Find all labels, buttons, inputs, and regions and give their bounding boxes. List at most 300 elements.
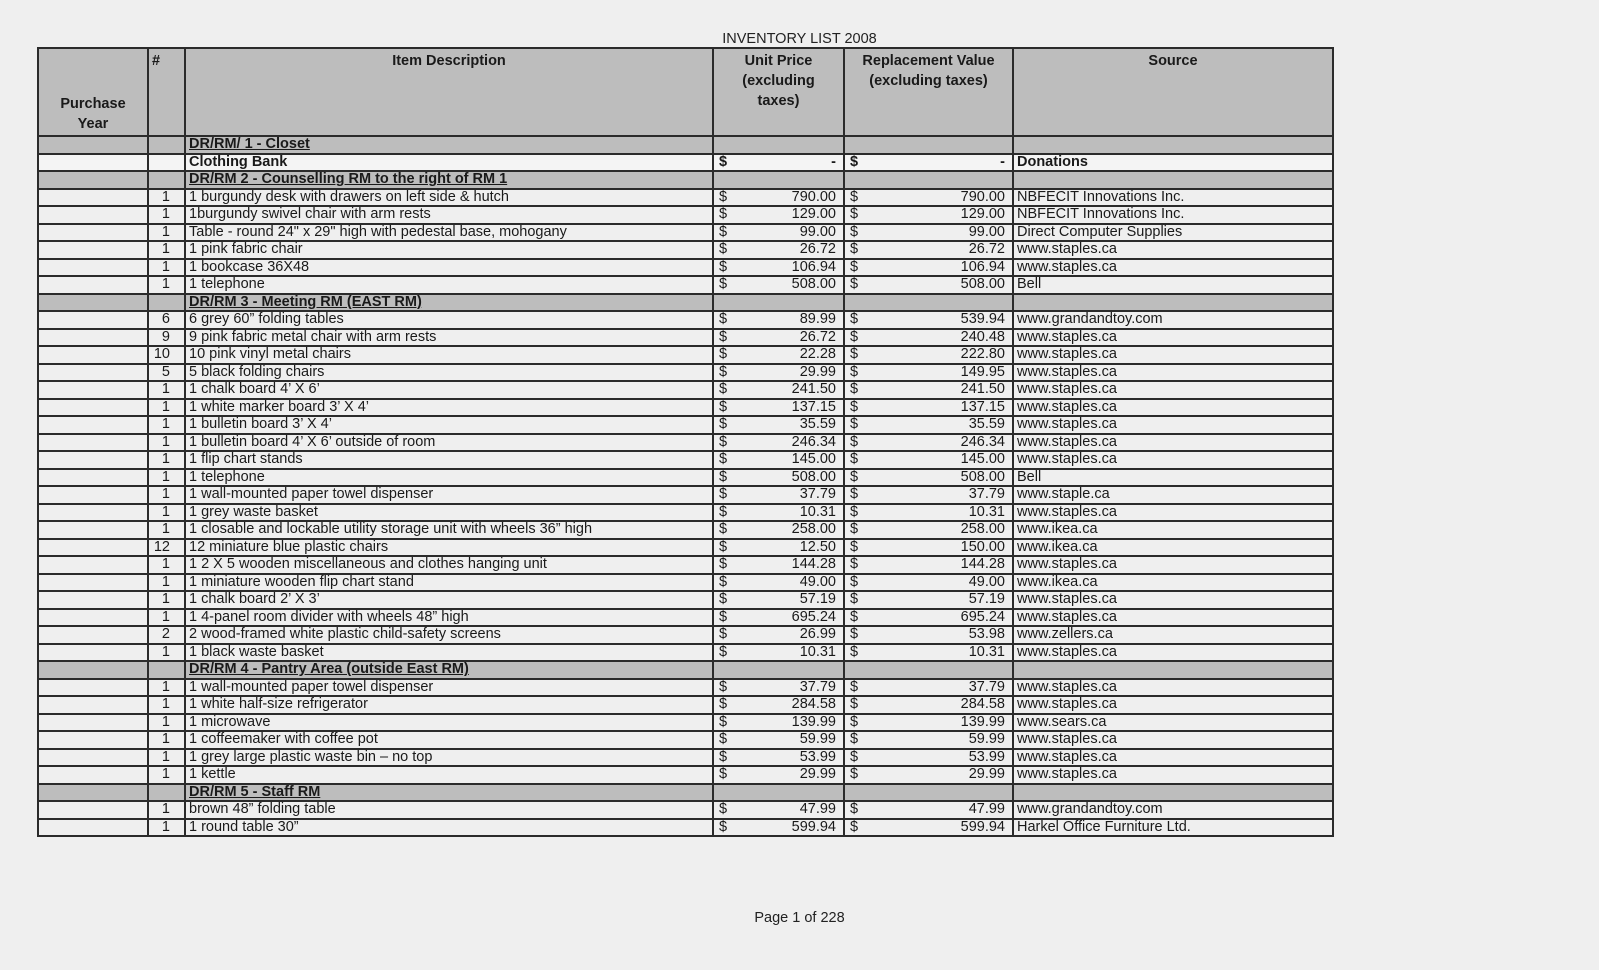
table-row: [38, 714, 1333, 732]
currency-symbol: $: [850, 468, 859, 485]
currency-symbol: $: [850, 591, 859, 607]
currency-symbol: $: [850, 713, 859, 730]
table-row: [38, 521, 1333, 539]
qty-cell: 1: [148, 206, 185, 224]
table-row: [38, 819, 1333, 837]
purchase-year-cell: [38, 486, 148, 504]
section-row: [38, 136, 1333, 154]
table-row: [38, 329, 1333, 347]
purchase-year-cell: [38, 731, 148, 749]
qty-cell: 1: [148, 644, 185, 662]
source-cell: www.ikea.ca: [1013, 574, 1333, 592]
unit-price-cell: [713, 434, 844, 452]
unit-price-value: 284.58: [791, 696, 836, 713]
currency-symbol: $: [719, 363, 728, 380]
table-row: [38, 696, 1333, 714]
table-row: [38, 731, 1333, 749]
source-cell: www.staples.ca: [1013, 556, 1333, 574]
unit-price-cell: [713, 329, 844, 347]
table-row: [38, 416, 1333, 434]
unit-price-cell: [713, 556, 844, 574]
replacement-value-cell: [844, 539, 1013, 557]
replacement-value-value: 508.00: [960, 276, 1005, 293]
unit-price-value: 37.79: [799, 678, 836, 695]
unit-price-cell: [713, 574, 844, 592]
source-cell: NBFECIT Innovations Inc.: [1013, 189, 1333, 207]
item-description-cell: 1 wall-mounted paper towel dispenser: [185, 486, 713, 504]
section-row: [38, 294, 1333, 312]
section-title-cell: [185, 661, 713, 679]
table-row: [38, 539, 1333, 557]
header-item-description: Item Description: [185, 48, 713, 136]
item-description-cell: 1 chalk board 2’ X 3’: [185, 591, 713, 609]
replacement-value-value: 790.00: [960, 188, 1005, 205]
section-row: [38, 171, 1333, 189]
qty-cell: 1: [148, 416, 185, 434]
replacement-value-value: 284.58: [960, 696, 1005, 713]
replacement-value-cell: [844, 749, 1013, 767]
unit-price-value: 144.28: [791, 556, 836, 573]
unit-price-cell: [713, 714, 844, 732]
item-description-cell: 10 pink vinyl metal chairs: [185, 346, 713, 364]
purchase-year-cell: [38, 451, 148, 469]
currency-symbol: $: [719, 188, 728, 205]
currency-symbol: $: [850, 398, 859, 415]
qty-cell: 2: [148, 626, 185, 644]
qty-cell: 5: [148, 364, 185, 382]
currency-symbol: $: [719, 818, 728, 835]
table-row: [38, 259, 1333, 277]
currency-symbol: $: [850, 818, 859, 835]
table-row: [38, 609, 1333, 627]
table-row: [38, 486, 1333, 504]
source-cell: NBFECIT Innovations Inc.: [1013, 206, 1333, 224]
source-cell: www.grandandtoy.com: [1013, 311, 1333, 329]
replacement-value-value: 10.31: [968, 643, 1005, 660]
unit-price-value: 106.94: [791, 258, 836, 275]
currency-symbol: $: [850, 538, 859, 555]
unit-price-cell: [713, 801, 844, 819]
unit-price-value: 26.99: [799, 626, 836, 643]
replacement-value-cell: [844, 556, 1013, 574]
table-row: [38, 224, 1333, 242]
item-description-cell: 1 white marker board 3’ X 4’: [185, 399, 713, 417]
section-title-cell: [185, 171, 713, 189]
unit-price-value: 37.79: [799, 486, 836, 503]
replacement-value-value: 258.00: [960, 521, 1005, 538]
section-title: DR/RM 5 - Staff RM: [189, 783, 321, 800]
source-cell: www.staples.ca: [1013, 504, 1333, 522]
item-description-cell: 1 flip chart stands: [185, 451, 713, 469]
replacement-value-cell: [844, 381, 1013, 399]
purchase-year-cell: [38, 276, 148, 294]
unit-price-cell: [713, 626, 844, 644]
purchase-year-cell: [38, 346, 148, 364]
replacement-value-value: 37.79: [968, 486, 1005, 503]
replacement-value-cell: [844, 399, 1013, 417]
qty-cell: 1: [148, 381, 185, 399]
unit-price-value: 89.99: [799, 311, 836, 328]
purchase-year-cell: [38, 329, 148, 347]
unit-price-cell: [713, 679, 844, 697]
unit-price-cell: [713, 294, 844, 312]
currency-symbol: $: [850, 223, 859, 240]
unit-price-value: 53.99: [799, 748, 836, 765]
unit-price-cell: [713, 609, 844, 627]
inventory-table: [37, 47, 1334, 837]
replacement-value-value: 508.00: [960, 468, 1005, 485]
unit-price-value: 12.50: [799, 538, 836, 555]
unit-price-cell: [713, 819, 844, 837]
source-cell: www.staples.ca: [1013, 679, 1333, 697]
replacement-value-cell: [844, 486, 1013, 504]
table-row: [38, 469, 1333, 487]
currency-symbol: $: [719, 381, 728, 397]
qty-cell: [148, 136, 185, 154]
header-purchase-year: Purchase Year: [38, 48, 148, 136]
qty-cell: 1: [148, 591, 185, 609]
purchase-year-cell: [38, 784, 148, 802]
document-title: INVENTORY LIST 2008: [722, 31, 877, 47]
replacement-value-value: 49.00: [968, 573, 1005, 590]
replacement-value-cell: [844, 609, 1013, 627]
table-body: [38, 136, 1333, 836]
currency-symbol: $: [719, 433, 728, 450]
purchase-year-cell: [38, 311, 148, 329]
unit-price-value: 10.31: [799, 643, 836, 660]
replacement-value-value: 10.31: [968, 503, 1005, 520]
item-description-cell: 1 miniature wooden flip chart stand: [185, 574, 713, 592]
source-cell: Bell: [1013, 276, 1333, 294]
section-title: DR/RM/ 1 - Closet: [189, 136, 310, 153]
replacement-value-cell: [844, 224, 1013, 242]
source-cell: www.staples.ca: [1013, 451, 1333, 469]
replacement-value-value: 47.99: [968, 801, 1005, 818]
purchase-year-cell: [38, 241, 148, 259]
qty-cell: 1: [148, 731, 185, 749]
replacement-value-value: 29.99: [968, 766, 1005, 783]
currency-symbol: $: [719, 801, 728, 817]
unit-price-cell: [713, 469, 844, 487]
currency-symbol: $: [719, 643, 728, 660]
replacement-value-cell: [844, 451, 1013, 469]
table-row: [38, 399, 1333, 417]
purchase-year-cell: [38, 749, 148, 767]
qty-cell: 1: [148, 451, 185, 469]
item-description-cell: 1 4-panel room divider with wheels 48” high: [185, 609, 713, 627]
table-row: [38, 749, 1333, 767]
purchase-year-cell: [38, 801, 148, 819]
qty-cell: [148, 661, 185, 679]
purchase-year-cell: [38, 294, 148, 312]
purchase-year-cell: [38, 714, 148, 732]
unit-price-cell: [713, 224, 844, 242]
replacement-value-value: 59.99: [968, 731, 1005, 748]
purchase-year-cell: [38, 556, 148, 574]
currency-symbol: $: [850, 486, 859, 502]
qty-cell: 1: [148, 434, 185, 452]
header-number: #: [148, 48, 185, 136]
purchase-year-cell: [38, 819, 148, 837]
unit-price-cell: [713, 416, 844, 434]
item-description-cell: 1 grey large plastic waste bin – no top: [185, 749, 713, 767]
currency-symbol: $: [719, 626, 728, 642]
unit-price-cell: [713, 504, 844, 522]
item-description-cell: 1 telephone: [185, 276, 713, 294]
table-row: [38, 504, 1333, 522]
replacement-value-cell: [844, 276, 1013, 294]
qty-cell: 1: [148, 276, 185, 294]
purchase-year-cell: [38, 644, 148, 662]
unit-price-value: 790.00: [791, 188, 836, 205]
replacement-value-cell: [844, 241, 1013, 259]
purchase-year-cell: [38, 189, 148, 207]
currency-symbol: $: [850, 328, 859, 345]
item-description-cell: 1 wall-mounted paper towel dispenser: [185, 679, 713, 697]
replacement-value-cell: [844, 819, 1013, 837]
replacement-value-cell: [844, 469, 1013, 487]
table-row: [38, 381, 1333, 399]
qty-cell: 1: [148, 679, 185, 697]
source-cell: www.staples.ca: [1013, 749, 1333, 767]
page-indicator: Page 1 of 228: [754, 910, 845, 926]
source-cell: www.zellers.ca: [1013, 626, 1333, 644]
source-cell: www.staples.ca: [1013, 591, 1333, 609]
item-description-cell: 1 white half-size refrigerator: [185, 696, 713, 714]
table-row: [38, 679, 1333, 697]
purchase-year-cell: [38, 574, 148, 592]
replacement-value-cell: [844, 731, 1013, 749]
source-cell: www.ikea.ca: [1013, 521, 1333, 539]
source-cell: www.staples.ca: [1013, 696, 1333, 714]
replacement-value-value: 106.94: [960, 258, 1005, 275]
unit-price-value: 139.99: [791, 713, 836, 730]
purchase-year-cell: [38, 416, 148, 434]
qty-cell: 1: [148, 241, 185, 259]
item-description-cell: 2 wood-framed white plastic child-safety screens: [185, 626, 713, 644]
replacement-value-cell: [844, 714, 1013, 732]
qty-cell: 1: [148, 521, 185, 539]
replacement-value-value: -: [1000, 153, 1005, 170]
unit-price-value: 241.50: [791, 381, 836, 398]
currency-symbol: $: [719, 503, 728, 520]
qty-cell: [148, 154, 185, 172]
currency-symbol: $: [719, 608, 728, 625]
qty-cell: 1: [148, 224, 185, 242]
unit-price-cell: [713, 259, 844, 277]
currency-symbol: $: [719, 678, 728, 695]
qty-cell: [148, 171, 185, 189]
purchase-year-cell: [38, 364, 148, 382]
qty-cell: 9: [148, 329, 185, 347]
qty-cell: 1: [148, 486, 185, 504]
replacement-value-value: 246.34: [960, 433, 1005, 450]
replacement-value-cell: [844, 661, 1013, 679]
qty-cell: 1: [148, 801, 185, 819]
unit-price-value: 137.15: [791, 398, 836, 415]
qty-cell: 1: [148, 259, 185, 277]
currency-symbol: $: [850, 626, 859, 642]
unit-price-value: 29.99: [799, 766, 836, 783]
purchase-year-cell: [38, 469, 148, 487]
qty-cell: 1: [148, 696, 185, 714]
replacement-value-value: 37.79: [968, 678, 1005, 695]
item-description-cell: 1 closable and lockable utility storage unit with wheels 36” high: [185, 521, 713, 539]
unit-price-value: 26.72: [799, 328, 836, 345]
unit-price-value: 35.59: [799, 416, 836, 433]
currency-symbol: $: [850, 363, 859, 380]
currency-symbol: $: [850, 276, 859, 292]
source-cell: www.staples.ca: [1013, 644, 1333, 662]
unit-price-cell: [713, 521, 844, 539]
replacement-value-cell: [844, 679, 1013, 697]
section-title: DR/RM 2 - Counselling RM to the right of RM 1: [189, 171, 508, 188]
unit-price-cell: [713, 766, 844, 784]
unit-price-cell: [713, 451, 844, 469]
source-cell: [1013, 294, 1333, 312]
qty-cell: 1: [148, 399, 185, 417]
unit-price-value: 258.00: [791, 521, 836, 538]
unit-price-cell: [713, 136, 844, 154]
currency-symbol: $: [850, 731, 859, 747]
item-description-cell: 6 grey 60” folding tables: [185, 311, 713, 329]
source-cell: [1013, 661, 1333, 679]
replacement-value-cell: [844, 259, 1013, 277]
replacement-value-value: 35.59: [968, 416, 1005, 433]
source-cell: www.staples.ca: [1013, 399, 1333, 417]
currency-symbol: $: [719, 223, 728, 240]
qty-cell: 1: [148, 749, 185, 767]
unit-price-value: 508.00: [791, 468, 836, 485]
item-description-cell: Table - round 24" x 29" high with pedestal base, mohogany: [185, 224, 713, 242]
currency-symbol: $: [850, 153, 859, 170]
unit-price-value: 29.99: [799, 363, 836, 380]
currency-symbol: $: [850, 766, 859, 782]
currency-symbol: $: [850, 311, 859, 327]
unit-price-cell: [713, 206, 844, 224]
replacement-value-value: 149.95: [960, 363, 1005, 380]
purchase-year-cell: [38, 539, 148, 557]
item-description-cell: 1 kettle: [185, 766, 713, 784]
qty-cell: 6: [148, 311, 185, 329]
replacement-value-cell: [844, 591, 1013, 609]
currency-symbol: $: [719, 328, 728, 345]
qty-cell: [148, 784, 185, 802]
section-title-cell: [185, 784, 713, 802]
currency-symbol: $: [719, 241, 728, 257]
purchase-year-cell: [38, 521, 148, 539]
purchase-year-cell: [38, 136, 148, 154]
replacement-value-cell: [844, 801, 1013, 819]
replacement-value-value: 222.80: [960, 346, 1005, 363]
section-title-cell: [185, 136, 713, 154]
unit-price-cell: [713, 661, 844, 679]
unit-price-cell: [713, 241, 844, 259]
unit-price-cell: [713, 399, 844, 417]
source-cell: Donations: [1013, 154, 1333, 172]
table-row: [38, 766, 1333, 784]
replacement-value-value: 99.00: [968, 223, 1005, 240]
unit-price-value: 22.28: [799, 346, 836, 363]
qty-cell: 1: [148, 609, 185, 627]
replacement-value-value: 240.48: [960, 328, 1005, 345]
table-row: [38, 364, 1333, 382]
purchase-year-cell: [38, 609, 148, 627]
unit-price-cell: [713, 381, 844, 399]
currency-symbol: $: [719, 696, 728, 712]
table-row: [38, 276, 1333, 294]
replacement-value-value: 139.99: [960, 713, 1005, 730]
section-title: DR/RM 4 - Pantry Area (outside East RM): [189, 661, 469, 678]
unit-price-value: 599.94: [791, 818, 836, 835]
currency-symbol: $: [719, 153, 728, 170]
currency-symbol: $: [719, 398, 728, 415]
item-description-cell: 1 telephone: [185, 469, 713, 487]
table-row: [38, 644, 1333, 662]
replacement-value-value: 53.99: [968, 748, 1005, 765]
replacement-value-value: 241.50: [960, 381, 1005, 398]
replacement-value-cell: [844, 136, 1013, 154]
unit-price-value: 49.00: [799, 573, 836, 590]
source-cell: Direct Computer Supplies: [1013, 224, 1333, 242]
currency-symbol: $: [850, 678, 859, 695]
purchase-year-cell: [38, 434, 148, 452]
currency-symbol: $: [719, 276, 728, 292]
unit-price-cell: [713, 189, 844, 207]
unit-price-value: 246.34: [791, 433, 836, 450]
unit-price-cell: [713, 364, 844, 382]
currency-symbol: $: [850, 188, 859, 205]
item-description-cell: 1 chalk board 4’ X 6’: [185, 381, 713, 399]
source-cell: www.staple.ca: [1013, 486, 1333, 504]
section-title-cell: [185, 294, 713, 312]
item-description-cell: 1 bulletin board 3’ X 4’: [185, 416, 713, 434]
qty-cell: [148, 294, 185, 312]
unit-price-value: 59.99: [799, 731, 836, 748]
source-cell: www.staples.ca: [1013, 434, 1333, 452]
unit-price-value: 26.72: [799, 241, 836, 258]
header-unit-price: Unit Price (excluding taxes): [713, 48, 844, 136]
qty-cell: 1: [148, 504, 185, 522]
currency-symbol: $: [850, 451, 859, 467]
currency-symbol: $: [850, 573, 859, 590]
replacement-value-cell: [844, 434, 1013, 452]
source-cell: Harkel Office Furniture Ltd.: [1013, 819, 1333, 837]
source-cell: [1013, 136, 1333, 154]
currency-symbol: $: [850, 696, 859, 712]
currency-symbol: $: [719, 748, 728, 765]
item-description-cell: 1 grey waste basket: [185, 504, 713, 522]
currency-symbol: $: [850, 608, 859, 625]
table-row: [38, 556, 1333, 574]
currency-symbol: $: [719, 416, 728, 432]
replacement-value-cell: [844, 521, 1013, 539]
source-cell: www.ikea.ca: [1013, 539, 1333, 557]
item-description-cell: 1 bulletin board 4’ X 6’ outside of room: [185, 434, 713, 452]
unit-price-value: 145.00: [791, 451, 836, 468]
replacement-value-cell: [844, 644, 1013, 662]
item-description-cell: 1 2 X 5 wooden miscellaneous and clothes hanging unit: [185, 556, 713, 574]
replacement-value-cell: [844, 416, 1013, 434]
unit-price-value: 695.24: [791, 608, 836, 625]
replacement-value-cell: [844, 696, 1013, 714]
table-row: [38, 801, 1333, 819]
qty-cell: 12: [148, 539, 185, 557]
currency-symbol: $: [850, 241, 859, 257]
purchase-year-cell: [38, 154, 148, 172]
replacement-value-cell: [844, 189, 1013, 207]
item-description-cell: 5 black folding chairs: [185, 364, 713, 382]
